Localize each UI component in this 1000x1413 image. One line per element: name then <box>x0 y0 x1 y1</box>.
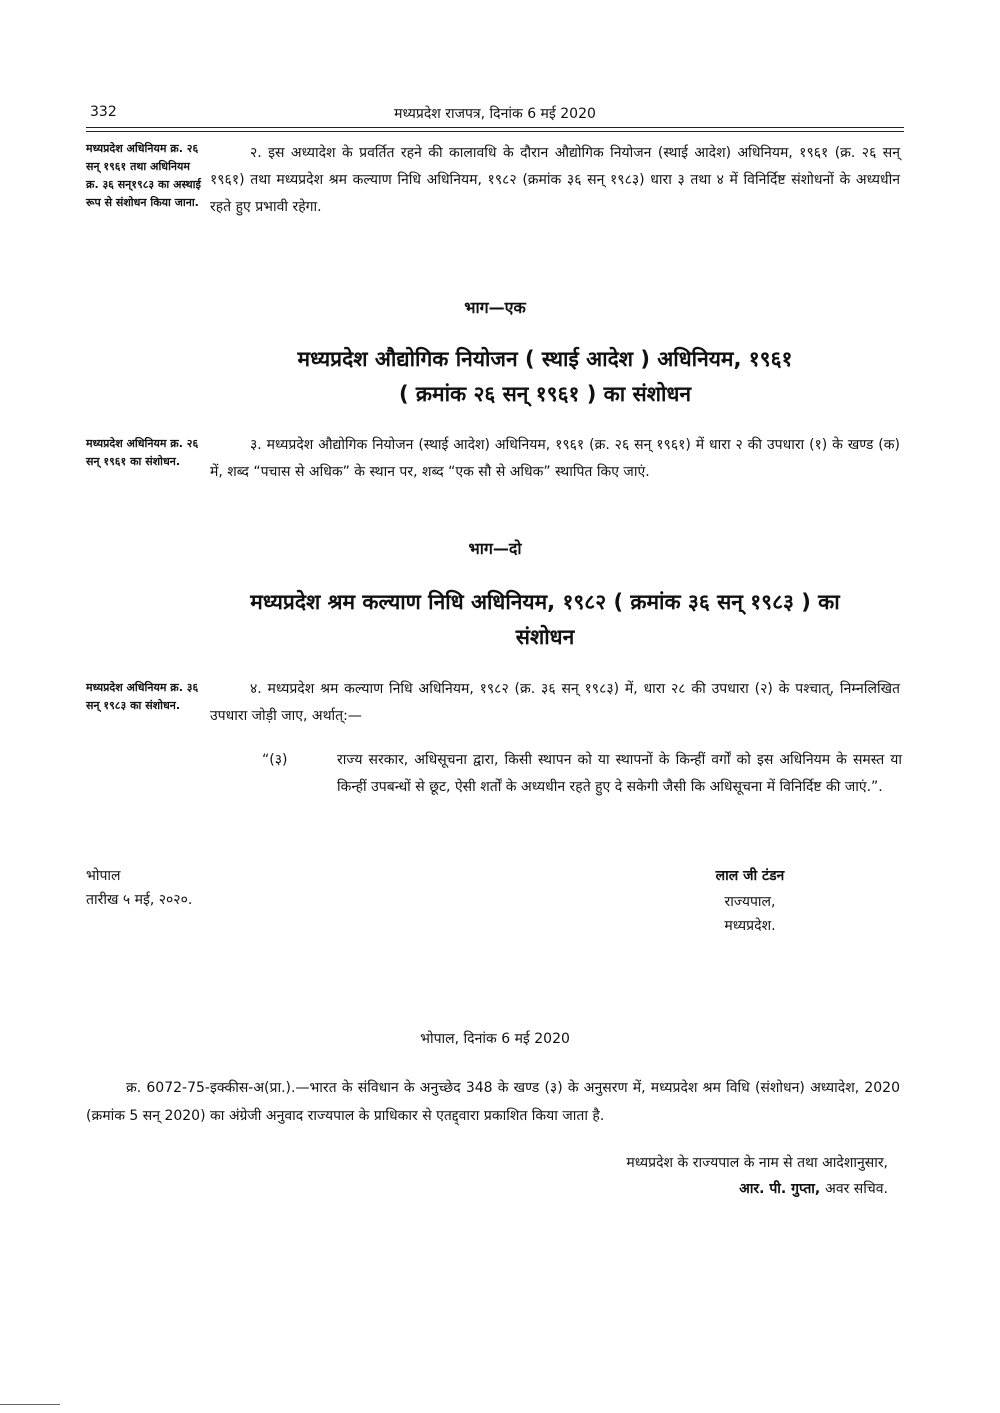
page-number: 332 <box>90 104 117 120</box>
section-3-body: ३. मध्यप्रदेश औद्योगिक नियोजन (स्थाई आदेश) अधिनियम, १९६१ (क्र. २६ सन् १९६१) में धारा २ की उपधारा (१) के खण्ड (क) में, शब्द “पचास से अधिक” के स्थान पर, शब्द “एक सौ से अधिक” स्थापित किए जाएं. <box>210 437 900 480</box>
margin-note-section-3: मध्यप्रदेश अधिनियम क्र. २६ सन् १९६१ का संशोधन. <box>86 437 199 468</box>
officer-name: आर. पी. गुप्ता, <box>739 1181 821 1197</box>
sign-place: भोपाल <box>86 868 121 884</box>
margin-note-section-4: मध्यप्रदेश अधिनियम क्र. ३६ सन् १९८३ का संशोधन. <box>86 681 199 712</box>
notification-text <box>86 1074 900 1130</box>
subsection-number: “(३) <box>262 752 288 768</box>
governor-state: मध्यप्रदेश. <box>724 918 776 934</box>
sign-date: तारीख ५ मई, २०२०. <box>86 892 193 908</box>
officer-signature <box>368 1179 888 1198</box>
part-1-heading-line-2: ( क्रमांक २६ सन् १९६१ ) का संशोधन <box>398 382 692 406</box>
header-rule-top <box>86 127 904 128</box>
notification-date: भोपाल, दिनांक 6 मई 2020 <box>420 1031 570 1047</box>
subsection-text: राज्य सरकार, अधिसूचना द्वारा, किसी स्थापन को या स्थापनों के किन्हीं वर्गों को इस अधिनियम के समस्त या किन्हीं उपबन्धों से छूट, ऐसी शर्तों के अध्यधीन रहते हुए दे सकेगी जैसी कि अधिसूचना में विनिर्दिष्ट की जाएं.”. <box>337 752 902 795</box>
section-4-body: ४. मध्यप्रदेश श्रम कल्याण निधि अधिनियम, १९८२ (क्र. ३६ सन् १९८३) में, धारा २८ की उपधारा (२) के पश्चात्, निम्नलिखित उपधारा जोड़ी जाए, अर्थात्:— <box>210 681 900 724</box>
section-2-text <box>210 140 900 221</box>
part-2-label: भाग—दो <box>468 539 522 558</box>
notification-body: क्र. 6072-75-इक्कीस-अ(प्रा.).—भारत के संविधान के अनुच्छेद 348 के खण्ड (३) के अनुसरण में, मध्यप्रदेश श्रम विधि (संशोधन) अध्यादेश, 2020 (क्रमांक 5 सन् 2020) का अंग्रेजी अनुवाद राज्यपाल के प्राधिकार से एतद्द्वारा प्रकाशित किया जाता है. <box>86 1080 900 1124</box>
scan-edge-line <box>0 1404 60 1405</box>
governor-name: लाल जी टंडन <box>715 868 785 884</box>
page-header <box>86 104 904 126</box>
officer-title: अवर सचिव. <box>825 1181 888 1197</box>
part-2-heading-line-2: संशोधन <box>515 625 575 649</box>
margin-note-section-2: मध्यप्रदेश अधिनियम क्र. २६ सन् १९६१ तथा अधिनियम क्र. ३६ सन्१९८३ का अस्थाई रूप से संशोधन किया जाना. <box>86 142 201 209</box>
part-1-heading-line-1: मध्यप्रदेश औद्योगिक नियोजन ( स्थाई आदेश ) अधिनियम, १९६१ <box>297 347 793 371</box>
section-4-text <box>210 676 900 730</box>
gazette-title: मध्यप्रदेश राजपत्र, दिनांक 6 मई 2020 <box>394 106 596 122</box>
section-2-body: २. इस अध्यादेश के प्रवर्तित रहने की कालावधि के दौरान औद्योगिक नियोजन (स्थाई आदेश) अधिनियम, १९६१ (क्र. २६ सन् १९६१) तथा मध्यप्रदेश श्रम कल्याण निधि अधिनियम, १९८२ (क्रमांक ३६ सन् १९८३) धारा ३ तथा ४ में विनिर्दिष्ट संशोधनों के अध्यधीन रहते हुए प्रभावी रहेगा. <box>210 145 900 215</box>
part-2-heading-line-1: मध्यप्रदेश श्रम कल्याण निधि अधिनियम, १९८२ ( क्रमांक ३६ सन् १९८३ ) का <box>250 590 840 614</box>
order-line: मध्यप्रदेश के राज्यपाल के नाम से तथा आदेशानुसार, <box>626 1155 888 1171</box>
governor-designation: राज्यपाल, <box>724 894 776 910</box>
header-rule-bottom <box>86 131 904 132</box>
part-1-label: भाग—एक <box>464 298 526 317</box>
section-3-text <box>210 432 900 486</box>
